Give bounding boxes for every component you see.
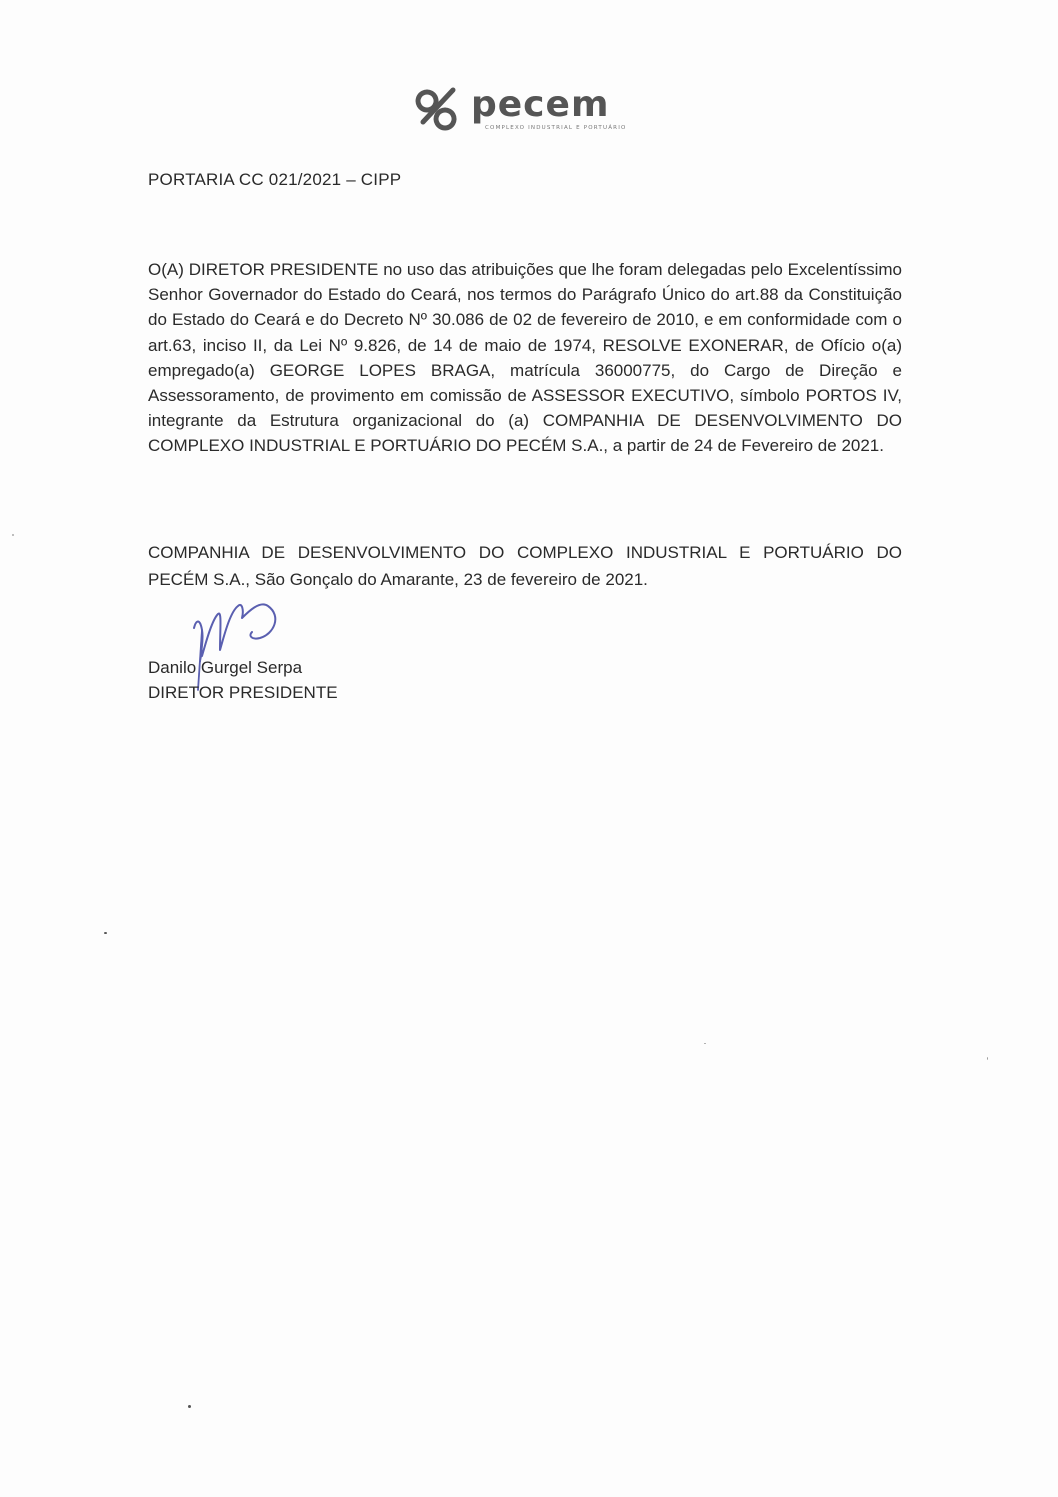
scan-speck (987, 1057, 988, 1060)
document-closing: COMPANHIA DE DESENVOLVIMENTO DO COMPLEXO INDUSTRIAL E PORTUÁRIO DO PECÉM S.A., São Gonçalo do Amarante, 23 de fevereiro de 2021. (148, 543, 902, 589)
svg-text:COMPLEXO INDUSTRIAL E PORTUÁRI: COMPLEXO INDUSTRIAL E PORTUÁRIO (485, 125, 627, 131)
scan-speck (12, 534, 14, 536)
signer-role: DIRETOR PRESIDENTE (148, 683, 338, 702)
signer-name: Danilo Gurgel Serpa (148, 658, 303, 677)
scan-speck (704, 1043, 706, 1044)
svg-text:pecem: pecem (471, 84, 610, 125)
document-body: O(A) DIRETOR PRESIDENTE no uso das atribuições que lhe foram delegadas pelo Excelentíssimo Senhor Governador do Estado do Ceará, nos termos do Parágrafo Único do art.88 da Constituição do Estado do Ceará e do Decreto Nº 30.086 de 02 de fevereiro de 2010, e em conformidade com o art.63, inciso II, da Lei Nº 9.826, de 14 de maio de 1974, RESOLVE EXONERAR, de Ofício o(a) empregado(a) GEORGE LOPES BRAGA, matrícula 36000775, do Cargo de Direção e Assessoramento, de provimento em comissão de ASSESSOR EXECUTIVO, símbolo PORTOS IV, integrante da Estrutura organizacional do (a) COMPANHIA DE DESENVOLVIMENTO DO COMPLEXO INDUSTRIAL E PORTUÁRIO DO PECÉM S.A., a partir de 24 de Fevereiro de 2021. (148, 260, 902, 456)
scan-speck (104, 932, 107, 934)
pecem-logo (415, 82, 635, 134)
scan-speck (188, 1405, 191, 1408)
document-reference: PORTARIA CC 021/2021 – CIPP (148, 170, 402, 189)
